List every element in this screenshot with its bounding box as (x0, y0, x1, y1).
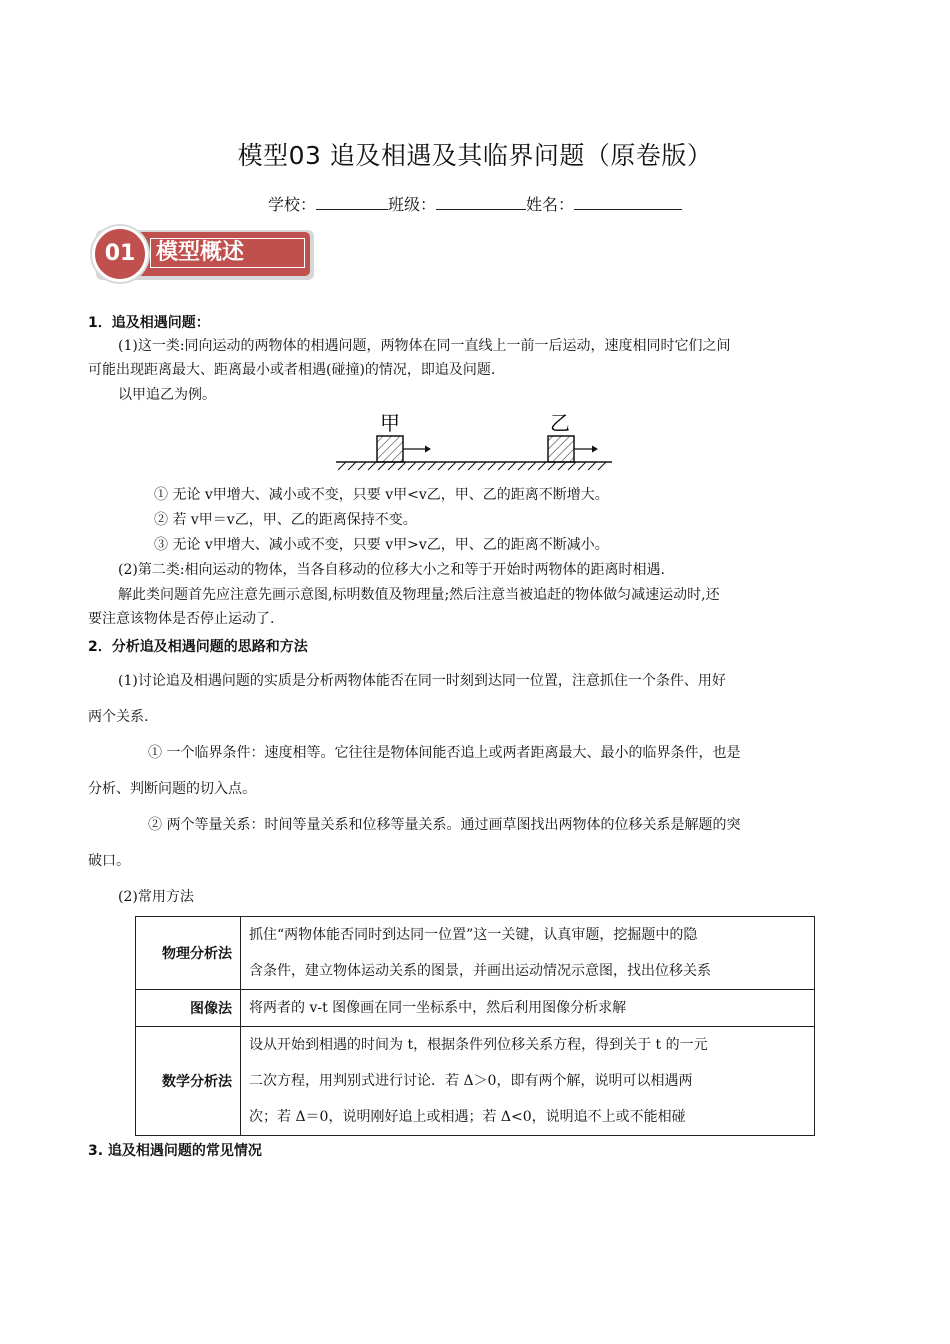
description-line: 含条件，建立物体运动关系的图景，并画出运动情况示意图，找出位移关系 (249, 963, 711, 979)
school-blank (316, 195, 388, 210)
methods-heading: (2)常用方法 (118, 889, 194, 905)
method-name: 数学分析法 (136, 1027, 241, 1136)
essence-line1: (1)讨论追及相遇问题的实质是分析两物体能否在同一时刻到达同一位置，注意抓住一个条件、用好 (118, 673, 726, 689)
note-line1: 解此类问题首先应注意先画示意图,标明数值及物理量;然后注意当被追赶的物体做匀减速运动时,还 (118, 587, 720, 603)
student-info-line (0, 192, 950, 215)
condition-line2: 分析、判断问题的切入点。 (88, 781, 256, 797)
example-text: 以甲追乙为例。 (118, 387, 216, 403)
case2-text: ② 若 v甲＝v乙，甲、乙的距离保持不变。 (154, 512, 417, 528)
method-description (241, 990, 815, 1027)
section2-heading: 2．分析追及相遇问题的思路和方法 (88, 639, 308, 655)
arrow-yi (574, 446, 598, 453)
school-label: 学校： (267, 195, 316, 214)
name-blank (574, 195, 682, 210)
case1-text: ① 无论 v甲增大、减小或不变，只要 v甲<v乙，甲、乙的距离不断增大。 (154, 487, 609, 503)
methods-table (135, 916, 815, 1136)
banner-label: 模型概述 (150, 238, 305, 268)
description-line: 次；若 Δ＝0，说明刚好追上或相遇；若 Δ<0，说明追不上或不能相碰 (249, 1109, 686, 1125)
ground-line (336, 462, 612, 470)
block-yi (548, 436, 574, 462)
description-line: 设从开始到相遇的时间为 t，根据条件列位移关系方程，得到关于 t 的一元 (249, 1037, 708, 1053)
banner-number: 01 (92, 226, 148, 282)
label-yi: 乙 (550, 411, 570, 435)
essence-line2: 两个关系. (88, 709, 149, 725)
note-line2: 要注意该物体是否停止运动了. (88, 611, 275, 627)
method-name: 物理分析法 (136, 917, 241, 990)
name-label: 姓名： (526, 195, 575, 214)
type1-line2: 可能出现距离最大、距离最小或者相遇(碰撞)的情况，即追及问题. (88, 362, 496, 378)
method-description (241, 1027, 815, 1136)
table-row (136, 1027, 815, 1136)
arrow-jia (403, 446, 431, 453)
page-title: 模型03 追及相遇及其临界问题（原卷版） (237, 141, 713, 170)
type1-line1: (1)这一类:同向运动的两物体的相遇问题，两物体在同一直线上一前一后运动，速度相同时它们之间 (118, 338, 731, 354)
description-line: 抓住“两物体能否同时到达同一位置”这一关键，认真审题，挖掘题中的隐 (249, 927, 698, 943)
label-jia: 甲 (380, 411, 400, 435)
description-line: 将两者的 v-t 图像画在同一坐标系中，然后利用图像分析求解 (249, 1000, 627, 1016)
description-line: 二次方程，用判别式进行讨论．若 Δ＞0，即有两个解，说明可以相遇两 (249, 1073, 693, 1089)
method-description (241, 917, 815, 990)
section3-heading: 3. 追及相遇问题的常见情况 (88, 1143, 262, 1159)
section1-heading: 1．追及相遇问题： (88, 315, 210, 331)
class-label: 班级： (387, 195, 436, 214)
table-row (136, 917, 815, 990)
class-blank (436, 195, 526, 210)
block-jia (377, 436, 403, 462)
relation-line2: 破口。 (88, 853, 130, 869)
table-row (136, 990, 815, 1027)
method-name: 图像法 (136, 990, 241, 1027)
relation-line1: ② 两个等量关系：时间等量关系和位移等量关系。通过画草图找出两物体的位移关系是解题的突 (148, 817, 741, 833)
condition-line1: ① 一个临界条件：速度相等。它往往是物体间能否追上或两者距离最大、最小的临界条件，也是 (148, 745, 741, 761)
pursuit-diagram (330, 404, 620, 480)
case3-text: ③ 无论 v甲增大、减小或不变，只要 v甲>v乙，甲、乙的距离不断减小。 (154, 537, 609, 553)
type2-text: (2)第二类:相向运动的物体，当各自移动的位移大小之和等于开始时两物体的距离时相遇. (118, 562, 665, 578)
